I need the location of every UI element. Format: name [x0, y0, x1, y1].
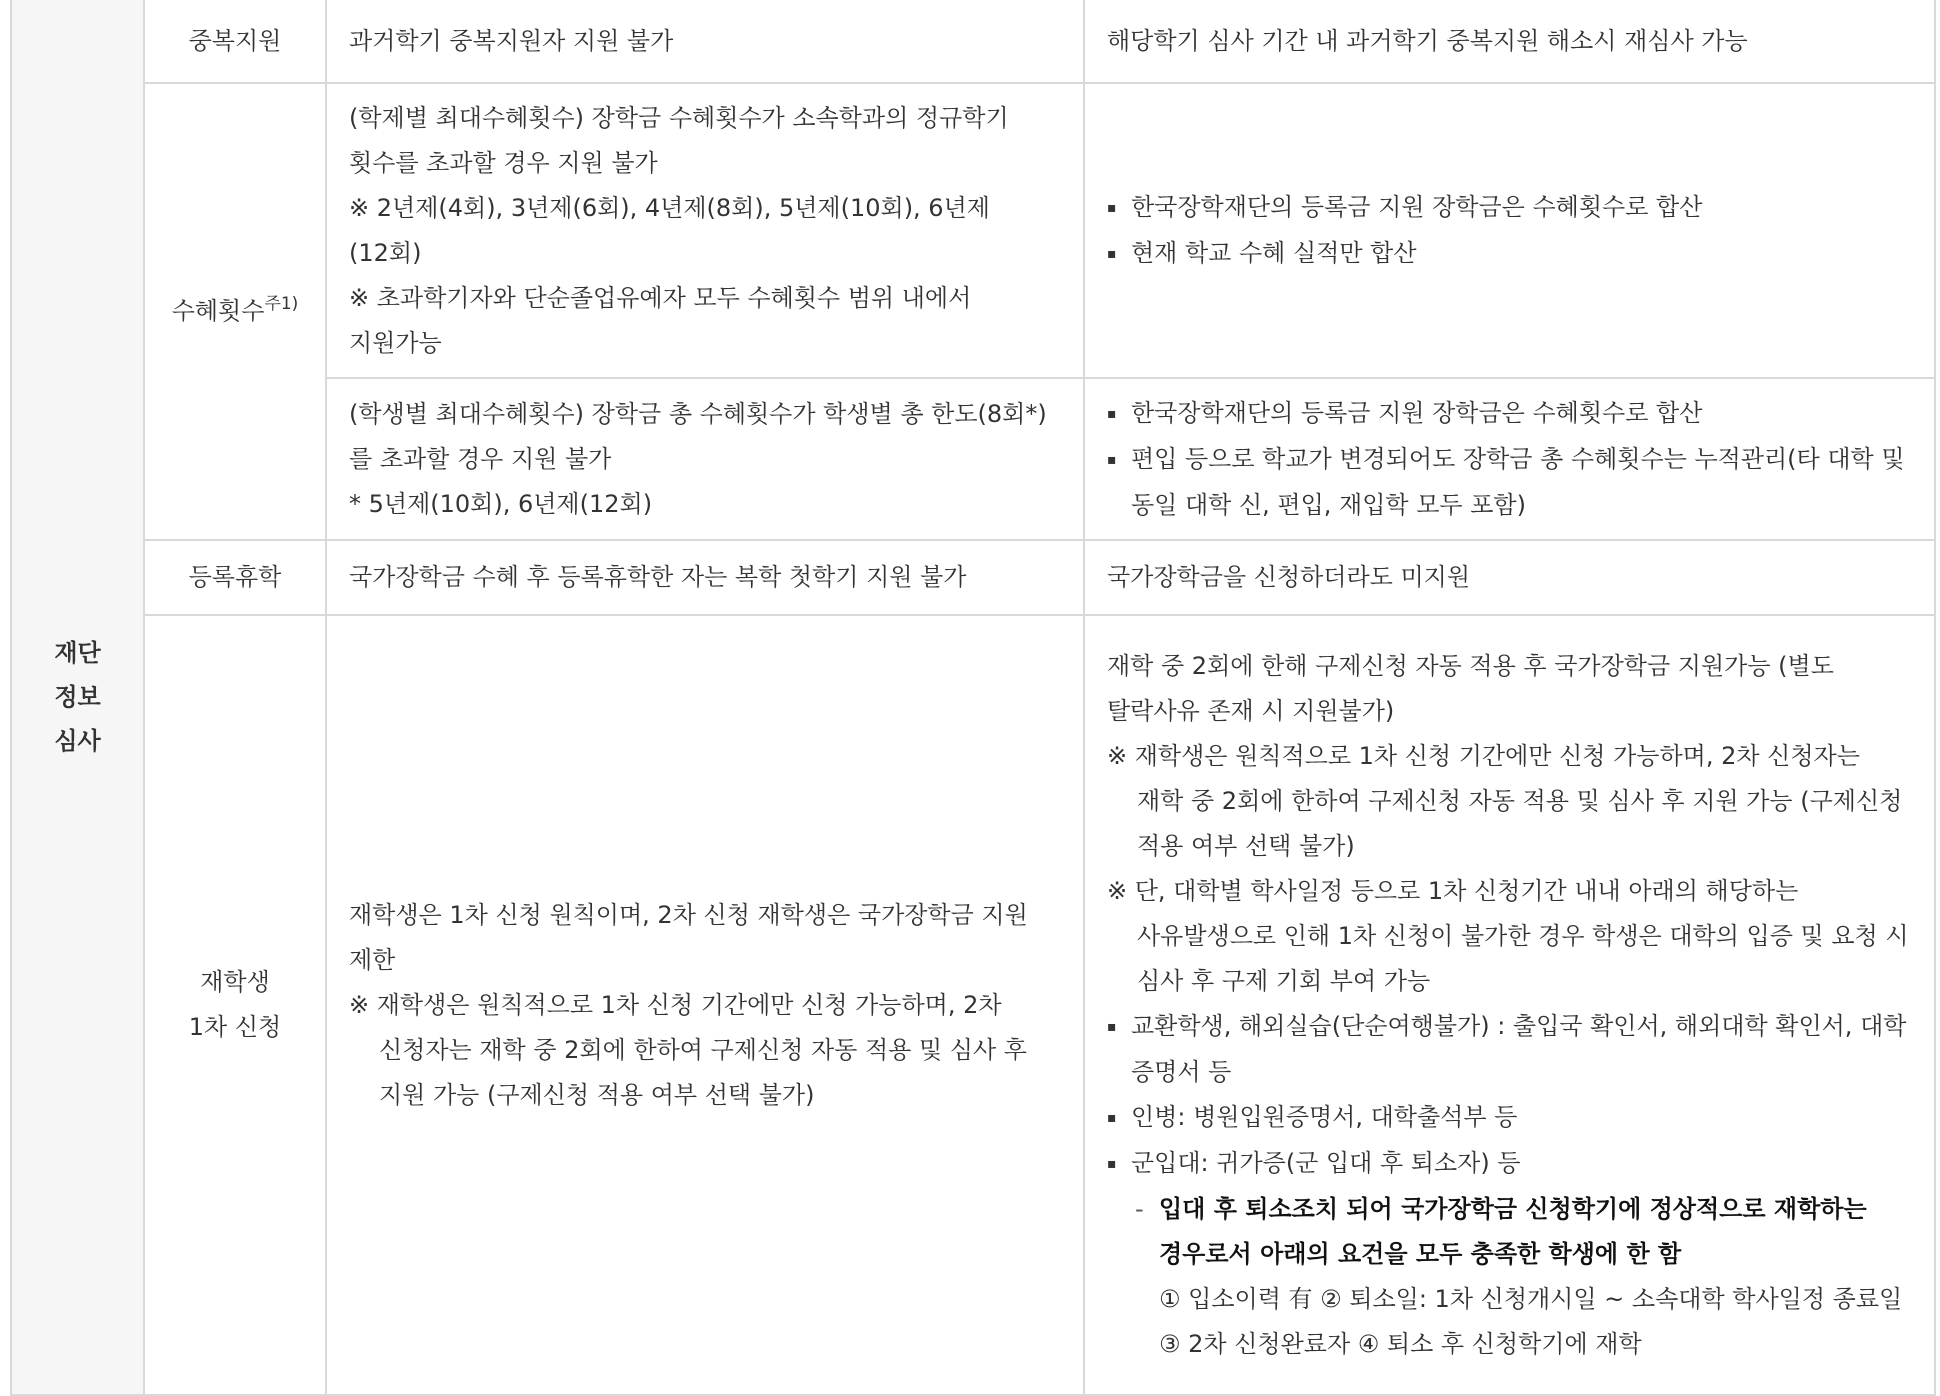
dash-item: - 입대 후 퇴소조치 되어 국가장학금 신청학기에 정상적으로 재학하는 경우로서 아래의 요건을 모두 충족한 학생에 한 함 — [1107, 1187, 1912, 1277]
note-duplicate: 해당학기 심사 기간 내 과거학기 중복지원 해소시 재심사 가능 — [1084, 0, 1935, 83]
bullet-item: ▪ 현재 학교 수혜 실적만 합산 — [1107, 231, 1912, 277]
note-enrolled: 재학 중 2회에 한해 구제신청 자동 적용 후 국가장학금 지원가능 (별도 탈락사유 존재 시 지원불가) ※ 재학생은 원칙적으로 1차 신청 기간에만 신청 가능하며, 2차 신청자는 재학 중 2회에 한하여 구제신청 자동 적용 및 심사 후 지원 가능 (구제신청 적용 여부 선택 불가) ※ 단, 대학별 학사일정 등으로 1차 신청기간 내내 아래의 해당하는 사유발생으로 인해 1차 신청이 불가한 경우 학생은 대학의 입증 및 요청 시 심사 후 구제 기회 부여 가능 ▪ 교환학생, 해외실습(단순여행불가) : 출입국 확인서, 해외대학 확인서, 대학 증명서 등 ▪ 인병: 병원입원증명서, 대학출석부 등 ▪ 군입대: 귀가증(군 입대 후 퇴소자) 등 - 입대 후 퇴소조치 되어 국가장학금 신청학기에 정상적으로 재학하는 경우로서 아래의 요건을 모두 충족한 학생에 한 함 ① 입소이력 有 ② 퇴소일: 1차 신청개시일 ~ 소속대학 학사일정 종료일 ③ 2차 신청완료자 ④ 퇴소 후 신청학기에 재학 — [1084, 615, 1935, 1395]
bullet-item: ▪ 교환학생, 해외실습(단순여행불가) : 출입국 확인서, 해외대학 확인서, 대학 증명서 등 — [1107, 1004, 1912, 1095]
criteria-enrolled: 재학생은 1차 신청 원칙이며, 2차 신청 재학생은 국가장학금 지원 제한 ※ 재학생은 원칙적으로 1차 신청 기간에만 신청 가능하며, 2차 신청자는 재학 중 2회에 한하여 구제신청 자동 적용 및 심사 후 지원 가능 (구제신청 적용 여부 선택 불가) — [326, 615, 1084, 1395]
label-leave: 등록휴학 — [144, 540, 326, 615]
label-enrolled: 재학생 1차 신청 — [144, 615, 326, 1395]
row-duplicate — [11, 0, 1935, 83]
review-table — [10, 0, 1936, 1396]
criteria-count-b: (학생별 최대수혜횟수) 장학금 총 수혜횟수가 학생별 총 한도(8회*)를 초과할 경우 지원 불가 * 5년제(10회), 6년제(12회) — [326, 378, 1084, 540]
bullet-item: ▪ 한국장학재단의 등록금 지원 장학금은 수혜횟수로 합산 — [1107, 391, 1912, 437]
criteria-duplicate: 과거학기 중복지원자 지원 불가 — [326, 0, 1084, 83]
criteria-leave: 국가장학금 수혜 후 등록휴학한 자는 복학 첫학기 지원 불가 — [326, 540, 1084, 615]
note-count-b — [1084, 378, 1935, 540]
criteria-count-a: (학제별 최대수혜횟수) 장학금 수혜횟수가 소속학과의 정규학기 횟수를 초과할 경우 지원 불가 ※ 2년제(4회), 3년제(6회), 4년제(8회), 5년제(10회), 6년제(12회) ※ 초과학기자와 단순졸업유예자 모두 수혜횟수 범위 내에서 지원가능 — [326, 83, 1084, 378]
label-duplicate: 중복지원 — [144, 0, 326, 83]
bullet-item: ▪ 인병: 병원입원증명서, 대학출석부 등 — [1107, 1095, 1912, 1141]
row-count-a — [11, 83, 1935, 378]
row-enrolled — [11, 615, 1935, 1395]
bullet-item: ▪ 한국장학재단의 등록금 지원 장학금은 수혜횟수로 합산 — [1107, 185, 1912, 231]
label-count: 수혜횟수$^{주1)}$ — [144, 83, 326, 540]
bullet-item: ▪ 편입 등으로 학교가 변경되어도 장학금 총 수혜횟수는 누적관리(타 대학 및 동일 대학 신, 편입, 재입학 모두 포함) — [1107, 437, 1912, 528]
section-label: 재단 정보 심사 — [11, 0, 144, 1395]
note-count-a — [1084, 83, 1935, 378]
row-leave — [11, 540, 1935, 615]
bullet-item: ▪ 군입대: 귀가증(군 입대 후 퇴소자) 등 — [1107, 1141, 1912, 1187]
note-leave: 국가장학금을 신청하더라도 미지원 — [1084, 540, 1935, 615]
